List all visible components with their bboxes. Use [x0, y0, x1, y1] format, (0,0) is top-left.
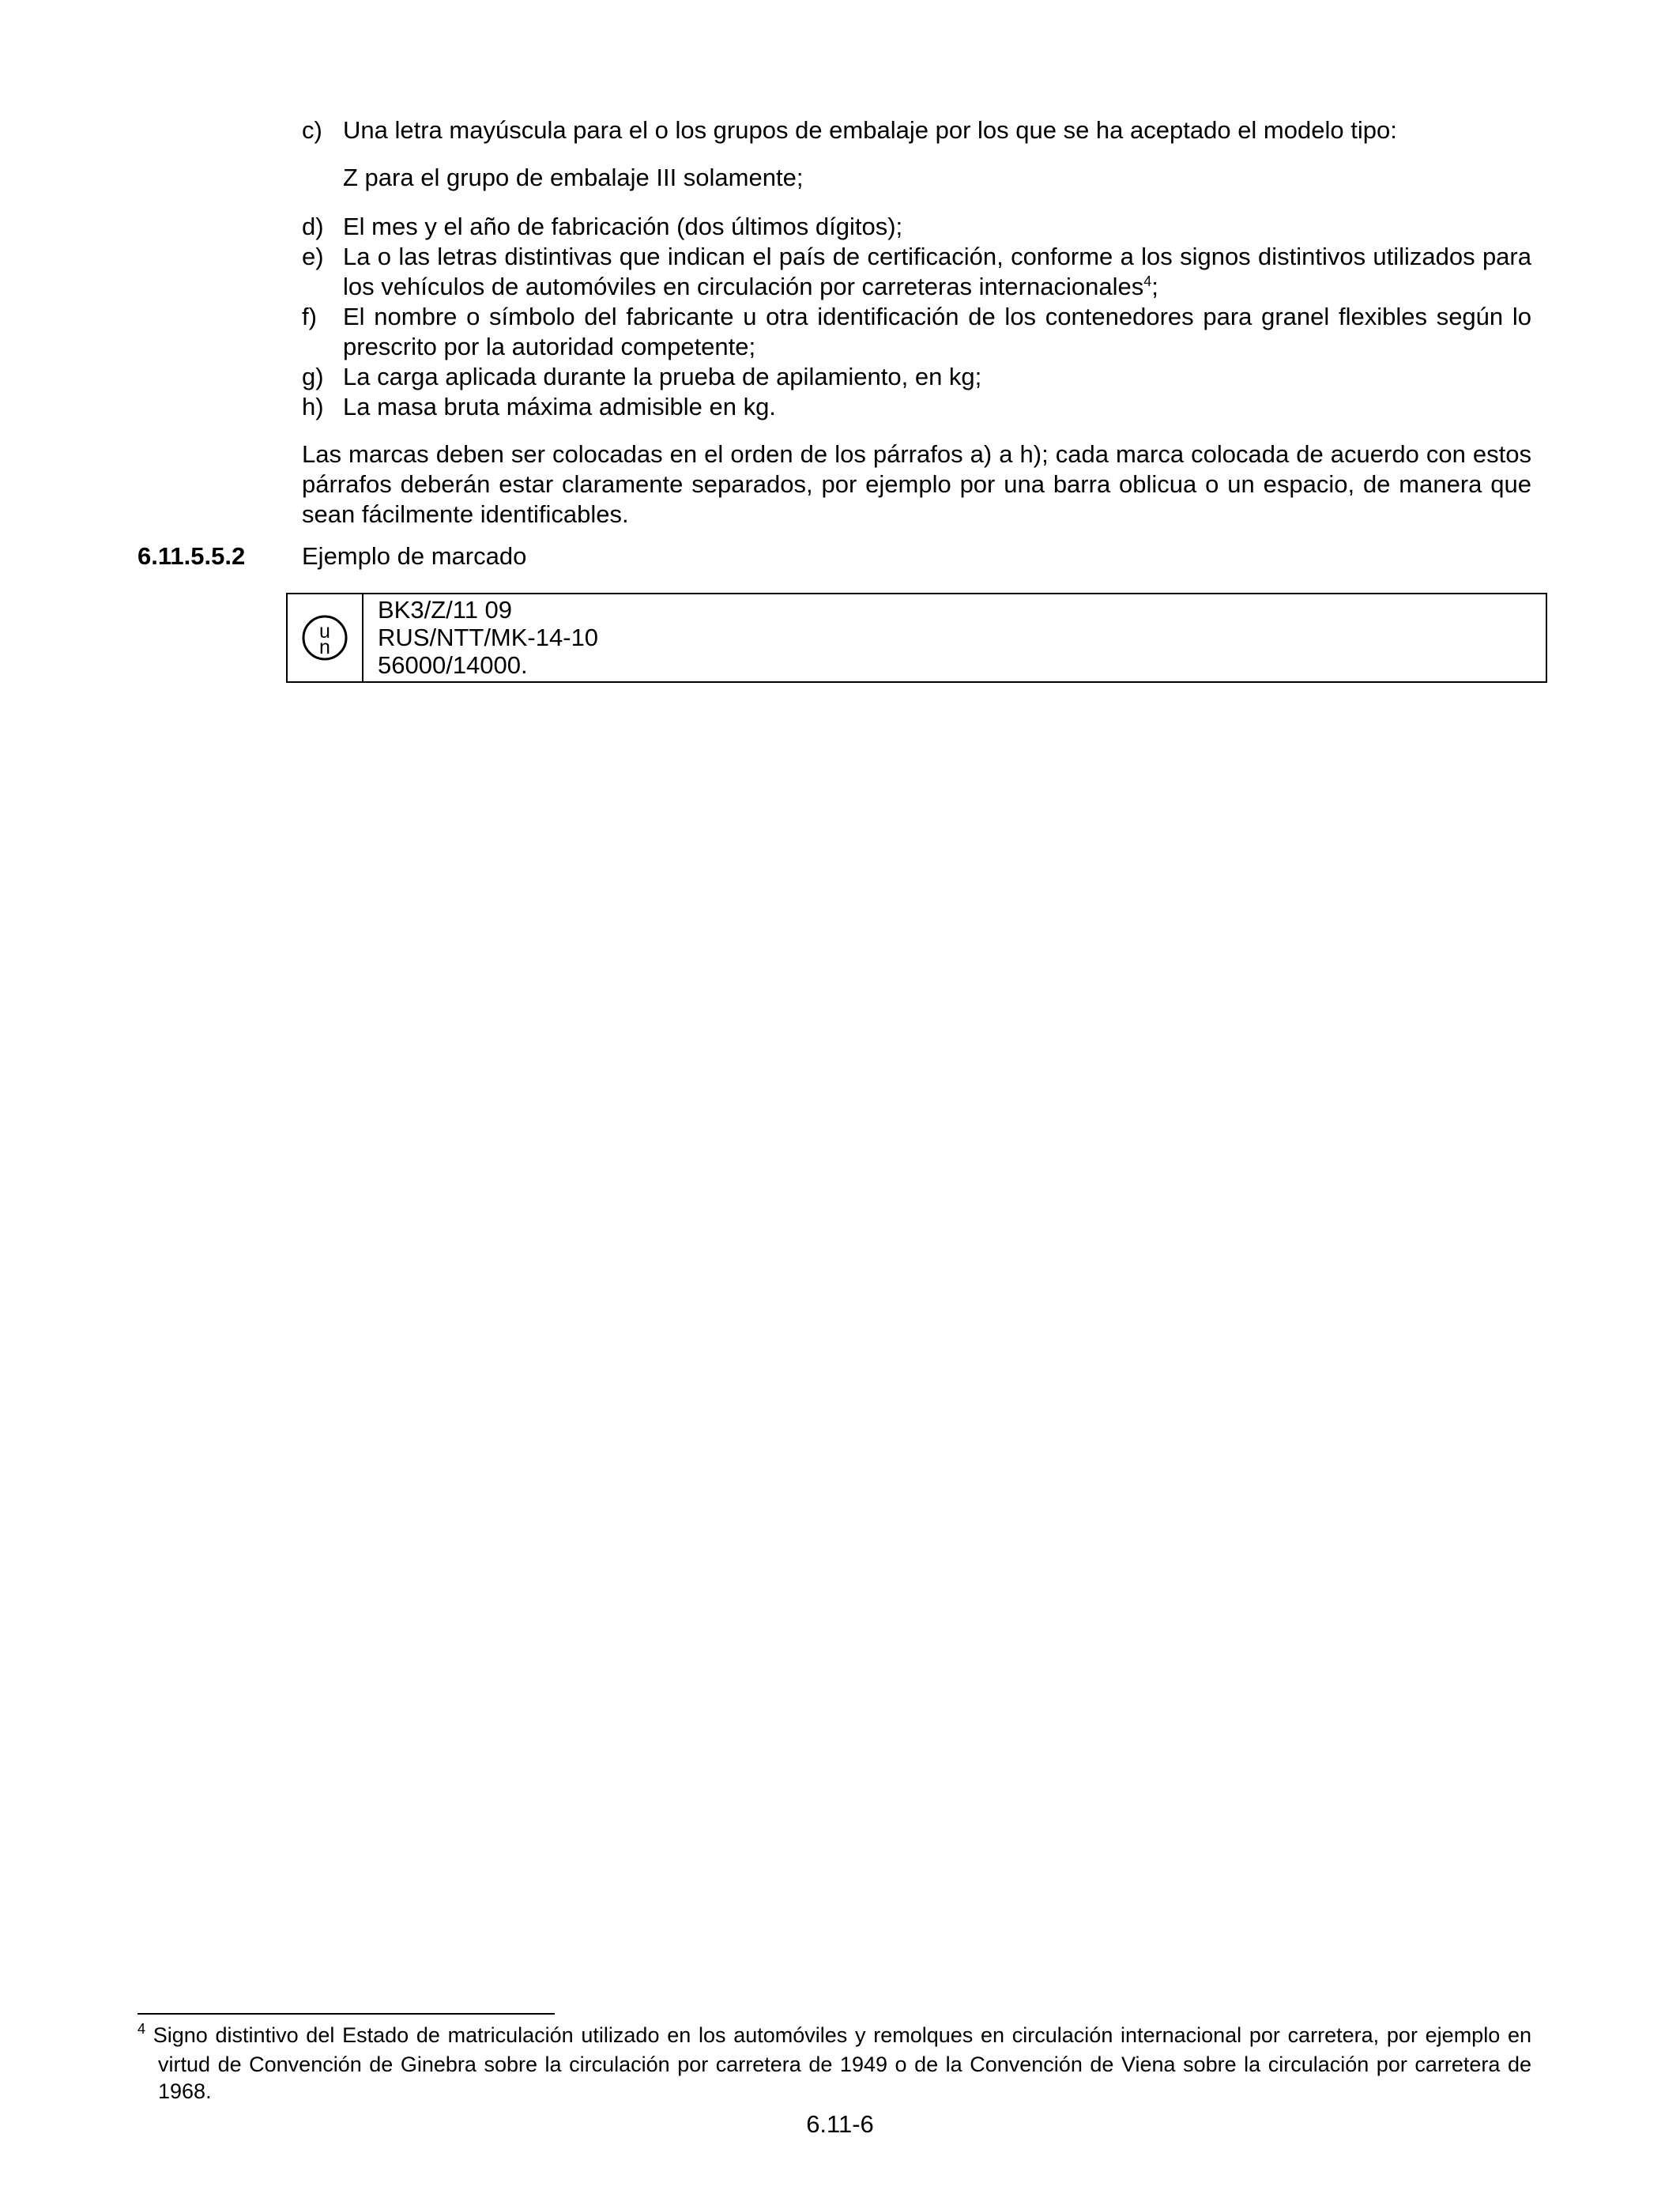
un-symbol-cell	[288, 594, 363, 681]
list-text	[343, 242, 1531, 305]
list-text: El mes y el año de fabricación (dos últimos dígitos);	[343, 213, 903, 240]
list-item-e	[302, 242, 1531, 305]
page-number: 6.11-6	[806, 2110, 874, 2138]
list-text-tail: ;	[1151, 273, 1158, 300]
list-text: La masa bruta máxima admisible en kg.	[343, 393, 776, 420]
section-title: Ejemplo de marcado	[302, 542, 527, 570]
list-text: La carga aplicada durante la prueba de apilamiento, en kg;	[343, 363, 982, 390]
marking-order-paragraph: Las marcas deben ser colocadas en el orden de los párrafos a) a h); cada marca colocada de acuerdo con estos párrafos deberán estar claramente separados, por ejemplo por una barra oblicua o un espacio, de manera que sean fácilmente identificables.	[302, 440, 1531, 528]
un-packaging-symbol-icon	[300, 613, 349, 662]
list-text-main: La o las letras distintivas que indican el país de certificación, conforme a los signos distintivos utilizados para los vehículos de automóviles en circulación por carreteras internacionales	[343, 243, 1531, 300]
list-text: El nombre o símbolo del fabricante u otra identificación de los contenedores para granel flexibles según lo prescrito por la autoridad competente;	[343, 303, 1531, 360]
list-marker: h)	[302, 393, 324, 420]
section-number: 6.11.5.5.2	[137, 542, 246, 570]
marking-lines-cell	[363, 594, 598, 681]
list-marker: e)	[302, 243, 324, 270]
list-item-d	[302, 212, 1531, 242]
footnote-number: 4	[137, 2021, 146, 2037]
list-item-c	[302, 115, 1531, 145]
list-item-g	[302, 362, 1531, 392]
marking-line: 56000/14000.	[378, 651, 528, 679]
footnote	[137, 2022, 1531, 2105]
un-symbol-letter-u: u	[319, 620, 330, 643]
footnote-ref: 4	[1143, 273, 1152, 289]
list-marker: g)	[302, 363, 324, 390]
marking-example-table	[286, 593, 1547, 683]
list-marker: f)	[302, 303, 317, 330]
marking-line: BK3/Z/11 09	[378, 596, 513, 624]
footnote-separator	[137, 2013, 555, 2015]
un-symbol-letter-n: n	[319, 636, 330, 658]
list-marker: c)	[302, 116, 322, 144]
footnote-text: Signo distintivo del Estado de matriculación utilizado en los automóviles y remolques en circulación internacional por carretera, por ejemplo en virtud de Convención de Ginebra sobre la circulación por carretera de 1949 o de la Convención de Viena sobre la circulación por carretera de 1968.	[153, 2023, 1531, 2103]
packing-group-note: Z para el grupo de embalaje III solamente;	[343, 164, 804, 191]
marking-line: RUS/NTT/MK-14-10	[378, 624, 599, 651]
list-item-f	[302, 302, 1531, 362]
list-text: Una letra mayúscula para el o los grupos de embalaje por los que se ha aceptado el modelo tipo:	[343, 116, 1397, 144]
list-item-h	[302, 392, 1531, 422]
list-marker: d)	[302, 213, 324, 240]
